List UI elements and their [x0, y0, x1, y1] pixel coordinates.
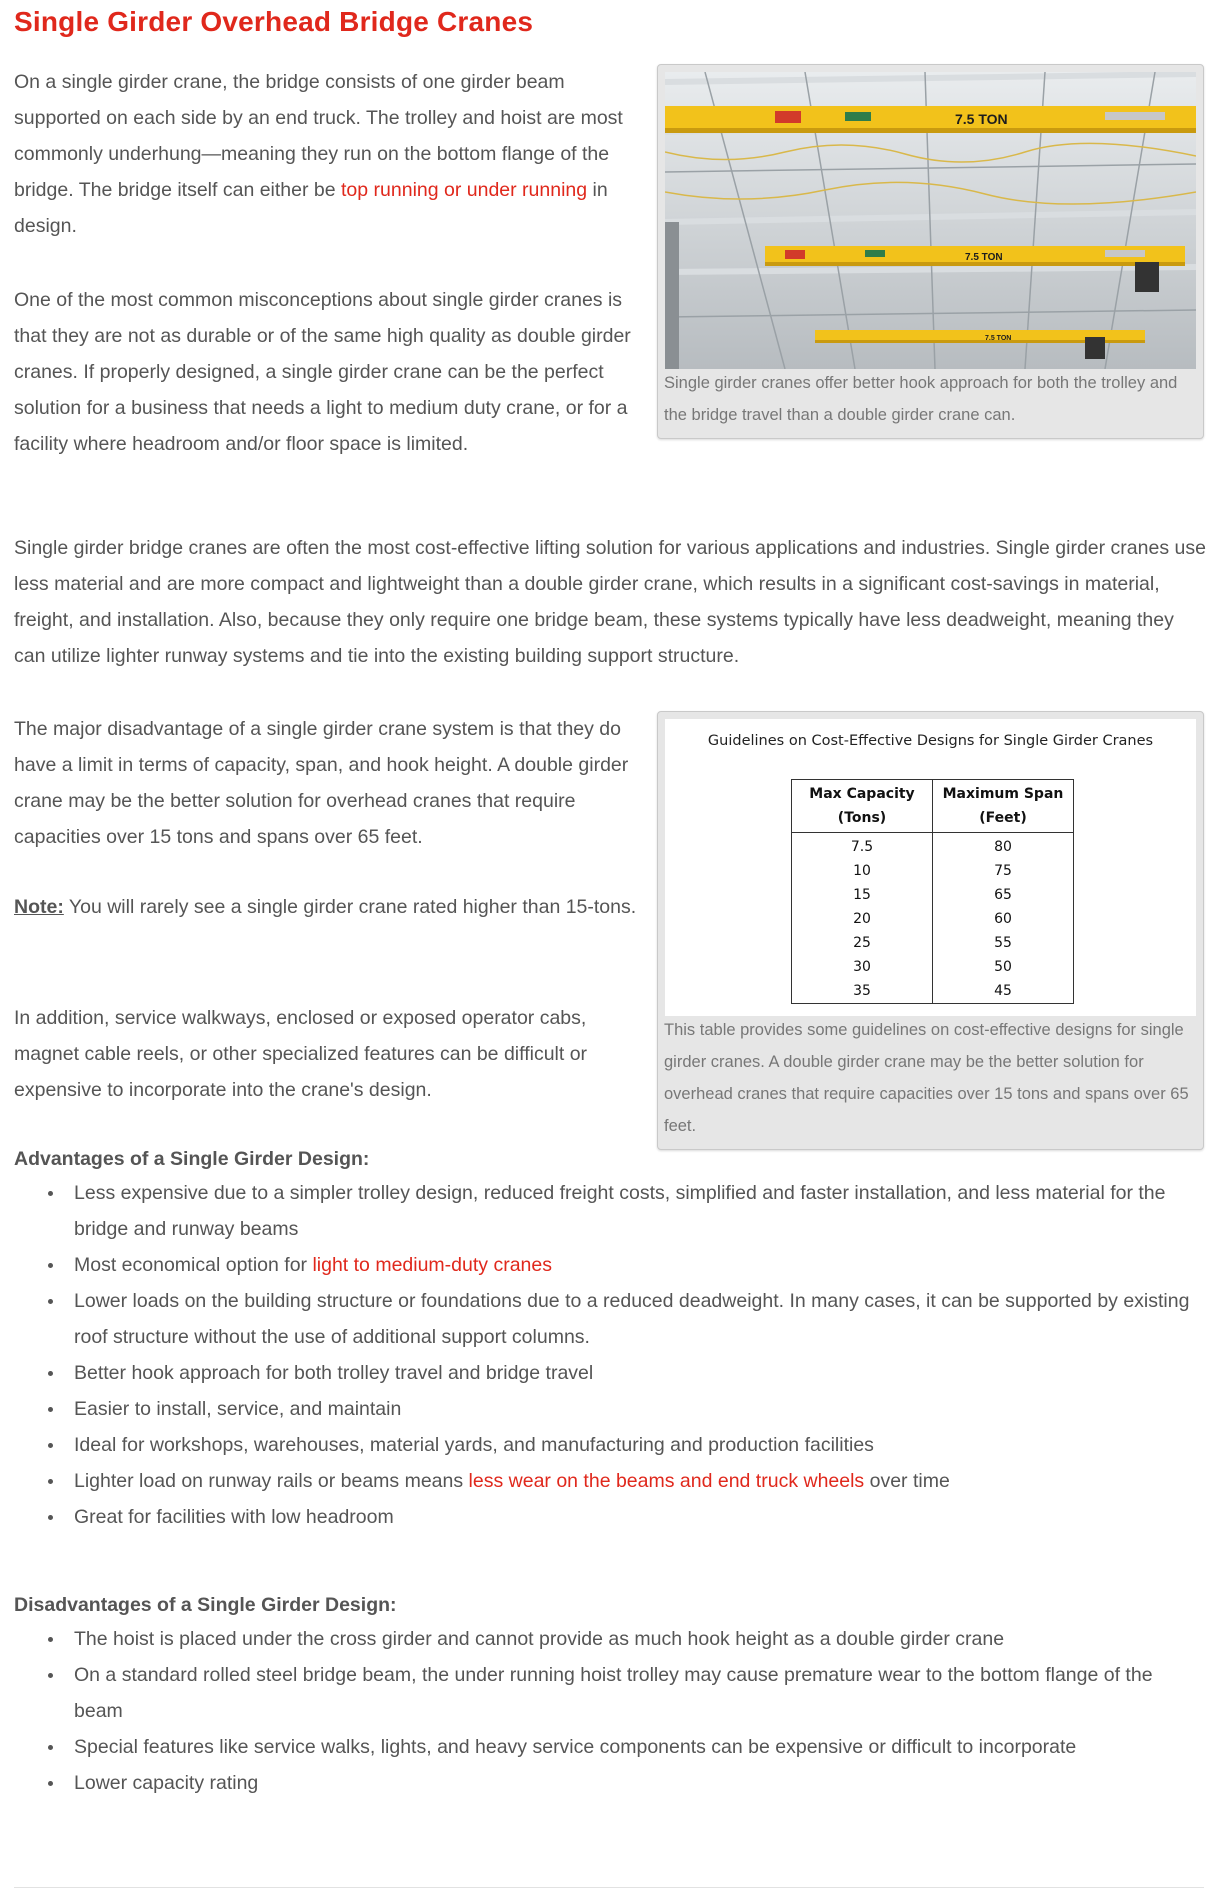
less-wear-link[interactable]: less wear on the beams and end truck wheels	[468, 1470, 865, 1492]
misconceptions-paragraph: One of the most common misconceptions about single girder cranes is that they are not as durable or of the same high quality as double girder cranes. If properly designed, a single girder crane can be the perfect solution for a business that needs a light to medium duty crane, or for a facility where headroom and/or floor space is limited.	[14, 289, 631, 455]
list-item: Lower capacity rating	[14, 1765, 1204, 1801]
intro-text: On a single girder crane, the bridge consists of one girder beam supported on each side by an end truck. The trolley and hoist are most commonly underhung—meaning they run on the bottom flange of the bridge. The bridge itself can either be	[14, 71, 623, 201]
list-item: On a standard rolled steel bridge beam, the under running hoist trolley may cause premature wear to the bottom flange of the beam	[14, 1657, 1204, 1729]
bottom-divider	[14, 1887, 1204, 1888]
crane-photo	[665, 72, 1196, 369]
disadvantage-paragraph: The major disadvantage of a single girder crane system is that they do have a limit in terms of capacity, span, and hook height. A double girder crane may be the better solution for overhead cranes that require capacities over 15 tons and spans over 65 feet.	[14, 718, 629, 848]
advantages-list	[14, 1175, 1204, 1535]
note-label: Note:	[14, 896, 64, 918]
table-row: 30 50	[792, 955, 1074, 979]
advantages-heading: Advantages of a Single Girder Design:	[14, 1148, 370, 1170]
table-row: 7.5 80	[792, 833, 1074, 860]
note-text: You will rarely see a single girder crane rated higher than 15-tons.	[63, 896, 637, 918]
list-item: Easier to install, service, and maintain	[14, 1391, 1204, 1427]
photo-caption: Single girder cranes offer better hook approach for both the trolley and the bridge travel than a double girder crane can.	[664, 374, 1178, 424]
crane-photo-image	[665, 72, 1196, 369]
table-row: 20 60	[792, 907, 1074, 931]
list-item: Less expensive due to a simpler trolley design, reduced freight costs, simplified and faster installation, and less material for the bridge and runway beams	[14, 1175, 1204, 1247]
max-span-header: Maximum Span (Feet)	[933, 780, 1074, 833]
features-paragraph: In addition, service walkways, enclosed or exposed operator cabs, magnet cable reels, or other specialized features can be difficult or expensive to incorporate into the crane's design.	[14, 1007, 588, 1101]
table-row: 10 75	[792, 859, 1074, 883]
list-item: The hoist is placed under the cross girder and cannot provide as much hook height as a double girder crane	[14, 1621, 1204, 1657]
ton-label-1: 7.5 TON	[955, 111, 1008, 127]
table-row: 35 45	[792, 979, 1074, 1004]
table-row: 15 65	[792, 883, 1074, 907]
disadvantages-list	[14, 1621, 1204, 1801]
guidelines-table-image	[665, 719, 1196, 1016]
table-caption: This table provides some guidelines on cost-effective designs for single girder cranes. A double girder crane may be the better solution for overhead cranes that require capacities over 15 tons and spans over 65 feet.	[664, 1021, 1189, 1135]
guidelines-figure	[657, 711, 1204, 1150]
list-item: Great for facilities with low headroom	[14, 1499, 1204, 1535]
crane-photo-figure	[657, 64, 1204, 439]
list-item: Better hook approach for both trolley travel and bridge travel	[14, 1355, 1204, 1391]
guidelines-table	[791, 779, 1074, 1004]
table-row: 25 55	[792, 931, 1074, 955]
ton-label-3: 7.5 TON	[985, 335, 1012, 342]
cost-effective-paragraph: Single girder bridge cranes are often the most cost-effective lifting solution for various applications and industries. Single girder cranes use less material and are more compact and lightweight than a double girder crane, which results in a significant cost-savings in material, freight, and installation. Also, because they only require one bridge beam, these systems typically have less deadweight, meaning they can utilize lighter runway systems and tie into the existing building support structure.	[14, 537, 1206, 667]
disadvantages-heading: Disadvantages of a Single Girder Design:	[14, 1594, 397, 1616]
light-medium-duty-link[interactable]: light to medium-duty cranes	[312, 1254, 552, 1276]
max-capacity-header: Max Capacity (Tons)	[792, 780, 933, 833]
note-paragraph	[14, 889, 654, 925]
list-item: Special features like service walks, lights, and heavy service components can be expensive or difficult to incorporate	[14, 1729, 1204, 1765]
page-title: Single Girder Overhead Bridge Cranes	[14, 6, 534, 37]
list-item: Lighter load on runway rails or beams means less wear on the beams and end truck wheels over time	[14, 1463, 1204, 1499]
list-item: Ideal for workshops, warehouses, material yards, and manufacturing and production facilities	[14, 1427, 1204, 1463]
intro-paragraph-1	[14, 64, 654, 244]
list-item: Most economical option for light to medium-duty cranes	[14, 1247, 1204, 1283]
top-running-link[interactable]: top running or under running	[341, 179, 588, 201]
intro-text-end: in design.	[14, 179, 608, 237]
guidelines-table-title: Guidelines on Cost-Effective Designs for Single Girder Cranes	[707, 733, 1154, 749]
ton-label-2: 7.5 TON	[965, 252, 1003, 263]
table-header-row	[792, 780, 1074, 833]
list-item: Lower loads on the building structure or foundations due to a reduced deadweight. In many cases, it can be supported by existing roof structure without the use of additional support columns.	[14, 1283, 1204, 1355]
